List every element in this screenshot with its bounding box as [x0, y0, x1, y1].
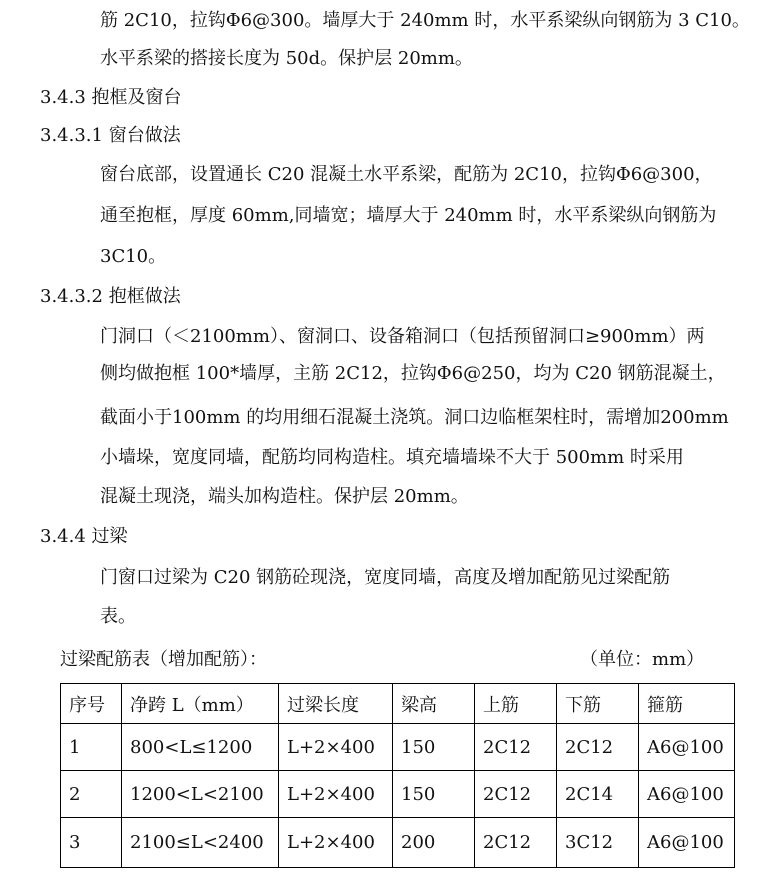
- table-cell: 1: [61, 724, 122, 771]
- table-cell: 2C12: [475, 724, 557, 771]
- paragraph-line: 门窗口过梁为 C20 钢筋砼现浇，宽度同墙，高度及增加配筋见过梁配筋: [100, 567, 671, 588]
- paragraph-line: 通至抱框，厚度 60mm,同墙宽；墙厚大于 240mm 时，水平系梁纵向钢筋为: [100, 205, 717, 226]
- paragraph-line: 3C10。: [100, 246, 167, 267]
- table-cell: 2C14: [557, 771, 639, 818]
- paragraph-line: 混凝土现浇，端头加构造柱。保护层 20mm。: [100, 486, 469, 507]
- header-cell: 箍筋: [639, 684, 735, 724]
- paragraph-line: 小墙垛，宽度同墙，配筋均同构造柱。填充墙墙垛不大于 500mm 时采用: [100, 447, 684, 468]
- table-cell: L+2×400: [279, 724, 393, 771]
- table-cell: 800<L≤1200: [122, 724, 279, 771]
- section-heading: 3.4.3 抱框及窗台: [40, 87, 182, 108]
- table-cell: 150: [393, 724, 475, 771]
- table-cell: 2C12: [475, 818, 557, 868]
- paragraph-line: 水平系梁的搭接长度为 50d。保护层 20mm。: [100, 48, 473, 69]
- table-row: [61, 724, 735, 771]
- paragraph-line: 表。: [100, 606, 136, 627]
- table-cell: 150: [393, 771, 475, 818]
- table-cell: 2C12: [557, 724, 639, 771]
- table-cell: 2100≤L<2400: [122, 818, 279, 868]
- header-cell: 序号: [61, 684, 122, 724]
- table-unit: （单位：mm）: [580, 649, 705, 670]
- table-cell: 3: [61, 818, 122, 868]
- header-cell: 下筋: [557, 684, 639, 724]
- header-cell: 上筋: [475, 684, 557, 724]
- section-heading: 3.4.3.2 抱框做法: [40, 286, 181, 307]
- table-cell: 2: [61, 771, 122, 818]
- table-cell: 2C12: [475, 771, 557, 818]
- table-cell: A6@100: [639, 724, 735, 771]
- table-cell: 200: [393, 818, 475, 868]
- paragraph-line: 窗台底部，设置通长 C20 混凝土水平系梁，配筋为 2C10，拉钩Φ6@300，: [100, 164, 713, 185]
- table-caption: 过梁配筋表（增加配筋）：: [60, 649, 267, 670]
- paragraph-line: 筋 2C10，拉钩Φ6@300。墙厚大于 240mm 时，水平系梁纵向钢筋为 3 C10。: [100, 10, 750, 31]
- table-cell: A6@100: [639, 771, 735, 818]
- section-heading: 3.4.4 过梁: [40, 526, 128, 547]
- table-row: [61, 818, 735, 868]
- paragraph-line: 截面小于100mm 的均用细石混凝土浇筑。洞口边临框架柱时，需增加200mm: [100, 407, 729, 428]
- table-cell: L+2×400: [279, 771, 393, 818]
- header-cell: 净跨 L（mm）: [122, 684, 279, 724]
- section-heading: 3.4.3.1 窗台做法: [40, 125, 181, 146]
- table-cell: L+2×400: [279, 818, 393, 868]
- table-cell: 1200<L<2100: [122, 771, 279, 818]
- header-cell: 梁高: [393, 684, 475, 724]
- paragraph-line: 门洞口（＜2100mm）、窗洞口、设备箱洞口（包括预留洞口≥900mm）两: [100, 326, 705, 347]
- table-cell: 3C12: [557, 818, 639, 868]
- paragraph-line: 侧均做抱框 100*墙厚，主筋 2C12，拉钩Φ6@250，均为 C20 钢筋混凝土，: [100, 363, 726, 384]
- table-cell: A6@100: [639, 818, 735, 868]
- table-header-row: [61, 684, 735, 724]
- table-row: [61, 771, 735, 818]
- lintel-reinforcement-table: [60, 683, 735, 868]
- header-cell: 过梁长度: [279, 684, 393, 724]
